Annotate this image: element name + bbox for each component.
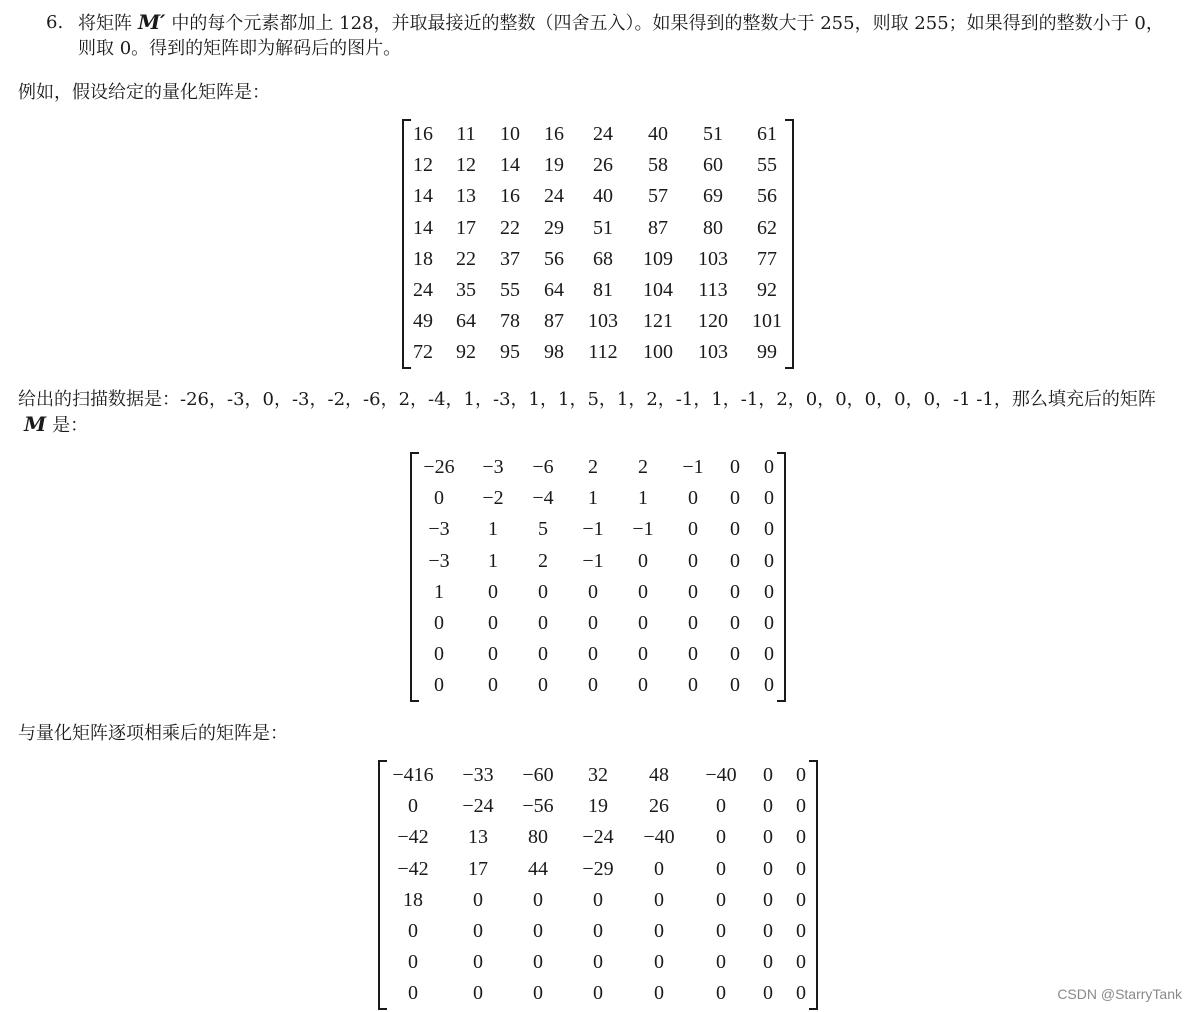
matrix-cell: 17 — [456, 216, 476, 239]
scan-data-text-b: 是： — [52, 415, 89, 436]
matrix-cell: 58 — [648, 154, 668, 177]
matrix-cell: −42 — [397, 857, 429, 880]
matrix-cell: 0 — [638, 580, 648, 603]
matrix-cell: 1 — [488, 549, 498, 572]
matrix-cell: 16 — [500, 185, 520, 208]
matrix-cell: 69 — [703, 185, 723, 208]
matrix-cell: 0 — [408, 951, 418, 974]
matrix-cell: 18 — [403, 888, 423, 911]
filled-matrix-table — [410, 452, 786, 702]
matrix-row — [402, 150, 794, 181]
matrix-cell: 22 — [456, 247, 476, 270]
matrix-row — [378, 947, 818, 978]
filled-matrix-body — [410, 452, 786, 702]
matrix-variable-m: M — [24, 412, 47, 436]
matrix-cell: 68 — [593, 247, 613, 270]
matrix-cell: 0 — [533, 982, 543, 1005]
matrix-cell: 103 — [698, 341, 728, 364]
matrix-cell: 12 — [413, 154, 433, 177]
matrix-cell: 0 — [488, 612, 498, 635]
matrix-cell: 56 — [757, 185, 777, 208]
matrix-cell: 0 — [730, 487, 740, 510]
matrix-cell: 26 — [593, 154, 613, 177]
matrix-cell: 13 — [456, 185, 476, 208]
matrix-cell: −416 — [392, 764, 434, 786]
matrix-cell: 32 — [588, 764, 608, 786]
matrix-cell: 1 — [488, 518, 498, 541]
matrix-cell: 51 — [703, 123, 723, 145]
matrix-cell: 0 — [473, 888, 483, 911]
matrix-cell: 0 — [654, 857, 664, 880]
matrix-cell: −3 — [428, 518, 450, 541]
matrix-cell: 0 — [730, 674, 740, 697]
matrix-cell: 44 — [528, 857, 548, 880]
matrix-cell: 0 — [796, 764, 806, 786]
matrix-cell: 0 — [688, 612, 698, 635]
matrix-cell: 0 — [434, 487, 444, 510]
matrix-cell: 0 — [593, 982, 603, 1005]
matrix-row — [410, 514, 786, 545]
matrix-cell: 1 — [588, 487, 598, 510]
matrix-cell: 0 — [588, 580, 598, 603]
matrix-cell: 14 — [500, 154, 520, 177]
quantization-matrix-table — [402, 119, 794, 369]
matrix-cell: 0 — [716, 857, 726, 880]
matrix-row — [410, 639, 786, 670]
matrix-cell: 0 — [796, 888, 806, 911]
matrix-cell: 12 — [456, 154, 476, 177]
matrix-cell: 109 — [643, 247, 673, 270]
matrix-cell: 37 — [500, 247, 520, 270]
matrix-cell: 0 — [716, 951, 726, 974]
matrix-cell: 51 — [593, 216, 613, 239]
matrix-cell: 16 — [413, 123, 433, 145]
example-intro: 例如，假设给定的量化矩阵是： — [18, 82, 270, 103]
matrix-cell: 95 — [500, 341, 520, 364]
matrix-row — [402, 181, 794, 212]
matrix-cell: 0 — [796, 826, 806, 849]
matrix-cell: 16 — [544, 123, 564, 145]
matrix-cell: 0 — [730, 612, 740, 635]
matrix-cell: 101 — [752, 310, 782, 333]
matrix-row — [410, 546, 786, 577]
matrix-cell: 80 — [528, 826, 548, 849]
matrix-cell: −56 — [522, 795, 554, 818]
matrix-cell: 57 — [648, 185, 668, 208]
matrix-row — [410, 608, 786, 639]
matrix-cell: 0 — [796, 795, 806, 818]
matrix-cell: −3 — [482, 456, 504, 478]
matrix-cell: −2 — [482, 487, 504, 510]
matrix-cell: 0 — [538, 612, 548, 635]
matrix-cell: 1 — [638, 487, 648, 510]
matrix-cell: 0 — [763, 764, 773, 786]
matrix-row — [378, 760, 818, 791]
matrix-cell: 0 — [688, 643, 698, 666]
matrix-cell: 0 — [408, 920, 418, 943]
matrix-cell: 120 — [698, 310, 728, 333]
matrix-cell: −1 — [632, 518, 654, 541]
matrix-cell: 0 — [716, 982, 726, 1005]
matrix-cell: 2 — [588, 456, 598, 478]
matrix-cell: 0 — [764, 518, 774, 541]
matrix-row — [402, 213, 794, 244]
matrix-row — [410, 452, 786, 483]
matrix-cell: 0 — [763, 888, 773, 911]
matrix-row — [402, 306, 794, 337]
step-number: 6. — [46, 12, 64, 33]
matrix-cell: 0 — [593, 920, 603, 943]
matrix-cell: 0 — [473, 951, 483, 974]
matrix-cell: 1 — [434, 580, 444, 603]
matrix-cell: 0 — [730, 549, 740, 572]
matrix-cell: 0 — [638, 643, 648, 666]
matrix-cell: 0 — [764, 674, 774, 697]
matrix-cell: 0 — [716, 795, 726, 818]
matrix-cell: 81 — [593, 279, 613, 302]
matrix-cell: −60 — [522, 764, 554, 786]
matrix-cell: 55 — [500, 279, 520, 302]
matrix-cell: 0 — [688, 580, 698, 603]
matrix-cell: 22 — [500, 216, 520, 239]
matrix-cell: 61 — [757, 123, 777, 145]
matrix-cell: 0 — [538, 674, 548, 697]
matrix-row — [378, 822, 818, 853]
matrix-cell: 14 — [413, 185, 433, 208]
matrix-cell: 0 — [408, 795, 418, 818]
matrix-cell: 0 — [593, 888, 603, 911]
matrix-cell: 0 — [638, 674, 648, 697]
matrix-cell: 0 — [638, 549, 648, 572]
matrix-cell: −24 — [462, 795, 494, 818]
matrix-cell: 0 — [763, 951, 773, 974]
matrix-cell: −3 — [428, 549, 450, 572]
matrix-cell: 0 — [654, 951, 664, 974]
matrix-cell: 0 — [688, 487, 698, 510]
product-intro: 与量化矩阵逐项相乘后的矩阵是： — [18, 723, 288, 744]
matrix-cell: 112 — [588, 341, 618, 364]
matrix-row — [402, 119, 794, 150]
matrix-cell: 0 — [434, 674, 444, 697]
matrix-cell: −1 — [582, 549, 604, 572]
matrix-cell: 0 — [588, 612, 598, 635]
matrix-row — [410, 670, 786, 701]
matrix-cell: 0 — [488, 580, 498, 603]
matrix-cell: −40 — [643, 826, 675, 849]
matrix-cell: 0 — [796, 920, 806, 943]
watermark: CSDN @StarryTank — [1057, 986, 1182, 1002]
matrix-cell: 62 — [757, 216, 777, 239]
product-matrix — [378, 760, 818, 1010]
matrix-cell: 0 — [764, 612, 774, 635]
matrix-cell: 0 — [688, 674, 698, 697]
matrix-cell: 13 — [468, 826, 488, 849]
matrix-cell: 0 — [533, 888, 543, 911]
matrix-cell: 17 — [468, 857, 488, 880]
matrix-cell: 0 — [716, 826, 726, 849]
product-matrix-table — [378, 760, 818, 1010]
scan-data-paragraph — [18, 387, 1168, 438]
matrix-cell: 0 — [796, 982, 806, 1005]
matrix-cell: 29 — [544, 216, 564, 239]
matrix-cell: 121 — [643, 310, 673, 333]
matrix-cell: −4 — [532, 487, 554, 510]
matrix-cell: 87 — [544, 310, 564, 333]
matrix-cell: 64 — [544, 279, 564, 302]
matrix-cell: 92 — [456, 341, 476, 364]
matrix-cell: 113 — [698, 279, 728, 302]
matrix-cell: 72 — [413, 341, 433, 364]
matrix-row — [378, 916, 818, 947]
matrix-cell: 0 — [764, 549, 774, 572]
matrix-cell: 80 — [703, 216, 723, 239]
matrix-cell: 2 — [538, 549, 548, 572]
matrix-cell: −42 — [397, 826, 429, 849]
matrix-cell: 0 — [688, 549, 698, 572]
filled-matrix — [410, 452, 786, 702]
matrix-cell: 0 — [638, 612, 648, 635]
matrix-cell: 0 — [764, 643, 774, 666]
matrix-cell: 0 — [764, 487, 774, 510]
matrix-cell: 48 — [649, 764, 669, 786]
matrix-cell: 24 — [593, 123, 613, 145]
matrix-row — [378, 885, 818, 916]
matrix-cell: 0 — [593, 951, 603, 974]
matrix-cell: 0 — [763, 920, 773, 943]
matrix-cell: 0 — [796, 951, 806, 974]
product-matrix-body — [378, 760, 818, 1010]
matrix-cell: 104 — [643, 279, 673, 302]
matrix-cell: 0 — [538, 643, 548, 666]
matrix-cell: 0 — [538, 580, 548, 603]
step-6-paragraph — [46, 10, 1166, 61]
matrix-cell: 19 — [544, 154, 564, 177]
matrix-cell: 49 — [413, 310, 433, 333]
matrix-cell: 0 — [763, 982, 773, 1005]
matrix-cell: 35 — [456, 279, 476, 302]
matrix-cell: 0 — [764, 456, 774, 478]
quantization-matrix — [402, 119, 794, 369]
matrix-cell: 0 — [730, 518, 740, 541]
matrix-cell: 92 — [757, 279, 777, 302]
matrix-cell: 2 — [638, 456, 648, 478]
matrix-cell: −6 — [532, 456, 554, 478]
matrix-cell: 0 — [716, 888, 726, 911]
matrix-cell: 0 — [588, 643, 598, 666]
matrix-cell: 0 — [488, 643, 498, 666]
matrix-cell: 98 — [544, 341, 564, 364]
matrix-cell: 0 — [763, 795, 773, 818]
quantization-matrix-body — [402, 119, 794, 369]
matrix-cell: 0 — [588, 674, 598, 697]
matrix-cell: 10 — [500, 123, 520, 145]
matrix-row — [402, 337, 794, 368]
matrix-cell: 103 — [588, 310, 618, 333]
matrix-cell: 0 — [434, 643, 444, 666]
matrix-cell: 0 — [716, 920, 726, 943]
matrix-cell: 87 — [648, 216, 668, 239]
matrix-cell: 100 — [643, 341, 673, 364]
matrix-cell: 40 — [593, 185, 613, 208]
matrix-cell: 0 — [654, 982, 664, 1005]
matrix-cell: 56 — [544, 247, 564, 270]
matrix-cell: 0 — [473, 920, 483, 943]
matrix-cell: −26 — [423, 456, 455, 478]
matrix-cell: 0 — [763, 857, 773, 880]
matrix-cell: 0 — [764, 580, 774, 603]
matrix-cell: 0 — [730, 643, 740, 666]
matrix-cell: 14 — [413, 216, 433, 239]
matrix-cell: 5 — [538, 518, 548, 541]
matrix-cell: 19 — [588, 795, 608, 818]
matrix-cell: 0 — [763, 826, 773, 849]
matrix-cell: 18 — [413, 247, 433, 270]
matrix-cell: 64 — [456, 310, 476, 333]
matrix-cell: 0 — [796, 857, 806, 880]
matrix-cell: −29 — [582, 857, 614, 880]
matrix-cell: 0 — [408, 982, 418, 1005]
matrix-cell: −1 — [582, 518, 604, 541]
matrix-row — [378, 978, 818, 1009]
matrix-cell: 0 — [654, 888, 664, 911]
matrix-cell: 103 — [698, 247, 728, 270]
matrix-cell: 78 — [500, 310, 520, 333]
matrix-cell: 40 — [648, 123, 668, 145]
matrix-variable-m-prime: M′ — [138, 10, 166, 34]
scan-data-text-a: 给出的扫描数据是：-26，-3，0，-3，-2，-6，2，-4，1，-3，1，1，5，1，2，-1，1，-1，2，0，0，0，0，0，-1 -1，那么填充后的矩阵 — [18, 389, 1156, 410]
matrix-cell: 0 — [488, 674, 498, 697]
matrix-cell: 24 — [544, 185, 564, 208]
matrix-cell: 0 — [533, 920, 543, 943]
matrix-cell: 77 — [757, 247, 777, 270]
matrix-cell: 0 — [654, 920, 664, 943]
matrix-cell: 99 — [757, 341, 777, 364]
step-6-body — [78, 10, 1166, 61]
matrix-row — [402, 275, 794, 306]
matrix-cell: 11 — [456, 123, 476, 145]
matrix-cell: 26 — [649, 795, 669, 818]
matrix-row — [410, 577, 786, 608]
matrix-cell: 60 — [703, 154, 723, 177]
matrix-cell: 0 — [533, 951, 543, 974]
matrix-cell: 0 — [688, 518, 698, 541]
matrix-cell: 0 — [473, 982, 483, 1005]
matrix-cell: −1 — [682, 456, 704, 478]
matrix-cell: 55 — [757, 154, 777, 177]
matrix-cell: −33 — [462, 764, 494, 786]
matrix-cell: 0 — [434, 612, 444, 635]
matrix-cell: −24 — [582, 826, 614, 849]
matrix-cell: −40 — [705, 764, 737, 786]
matrix-row — [378, 854, 818, 885]
matrix-cell: 0 — [730, 580, 740, 603]
step-6-text-b: 中的每个元素都加上 128，并取最接近的整数（四舍五入）。如果得到的整数大于 255，则取 255；如果得到的整数小于 0，则取 0。得到的矩阵即为解码后的图片。 — [78, 13, 1164, 59]
matrix-row — [410, 483, 786, 514]
step-6-text-a: 将矩阵 — [78, 13, 132, 34]
matrix-row — [402, 244, 794, 275]
matrix-cell: 24 — [413, 279, 433, 302]
matrix-cell: 0 — [730, 456, 740, 478]
matrix-row — [378, 791, 818, 822]
